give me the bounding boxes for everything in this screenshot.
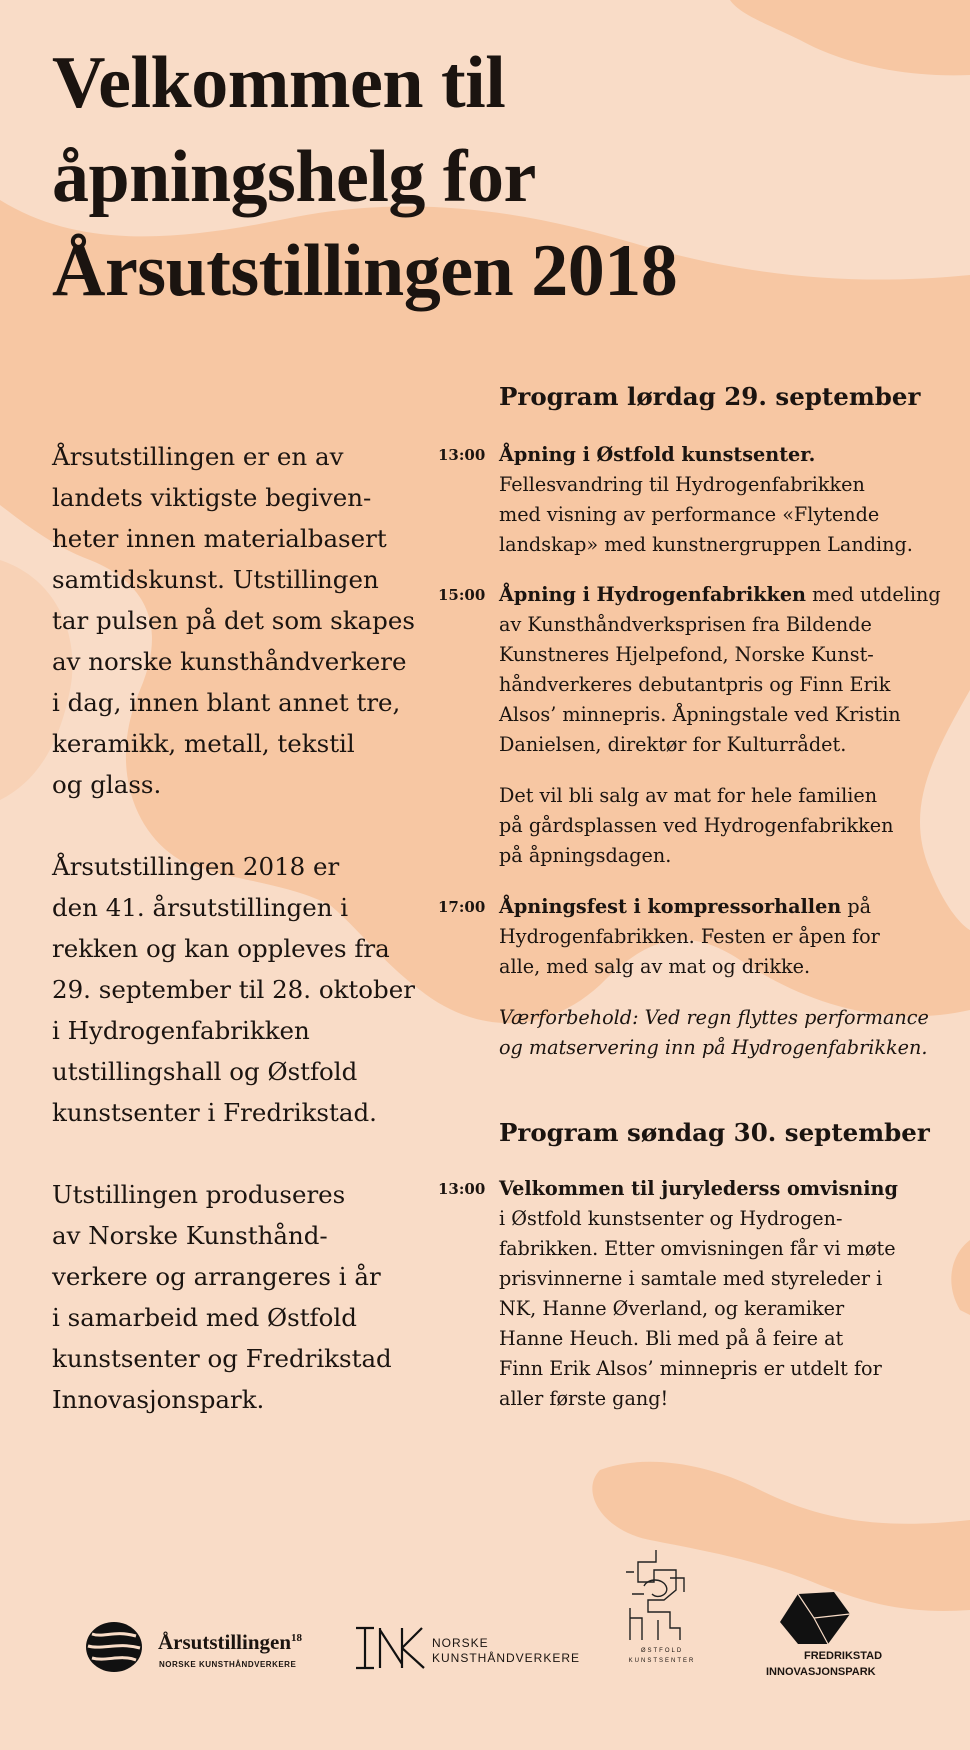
intro-paragraph-3 [52, 1174, 422, 1420]
text-line: og matservering inn på Hydrogenfabrikken. [499, 1036, 928, 1059]
text-line: NK, Hanne Øverland, og keramiker [499, 1297, 845, 1320]
page-title [52, 36, 912, 318]
text-line: Innovasjonspark. [52, 1385, 265, 1414]
event-title [499, 440, 938, 470]
text-line: av Kunsthåndverksprisen fra Bildende [499, 613, 872, 636]
nk-logo-line-1: NORSKE [432, 1636, 489, 1650]
text-line: utstillingshall og Østfold [52, 1057, 358, 1086]
text-line: keramikk, metall, tekstil [52, 729, 355, 758]
text-line: Årsutstillingen er en av [52, 442, 344, 471]
saturday-food-note [438, 781, 938, 871]
text-line: Alsos’ minnepris. Åpningstale ved Kristin [499, 703, 901, 726]
nk-logo-line-2: KUNSTHÅNDVERKERE [432, 1651, 581, 1665]
text-line: på gårdsplassen ved Hydrogenfabrikken [499, 814, 894, 837]
ostfold-logo-line-2: KUNSTSENTER [628, 1658, 696, 1664]
text-line: alle, med salg av mat og drikke. [499, 955, 811, 978]
text-line: Finn Erik Alsos’ minnepris er utdelt for [499, 1357, 882, 1380]
event-time: 13:00 [438, 1180, 486, 1198]
logo-sup: 18 [291, 1632, 303, 1644]
intro-text [52, 436, 422, 1461]
event-title-bold: Åpning i Hydrogenfabrikken [499, 583, 806, 606]
event-title-bold: Åpningsfest i kompressorhallen [499, 895, 842, 918]
text-line: Fellesvandring til Hydrogenfabrikken [499, 473, 865, 496]
saturday-event-3 [438, 892, 938, 982]
event-time: 13:00 [438, 446, 486, 464]
text-line: landets viktigste begiven- [52, 483, 372, 512]
event-body [499, 580, 941, 760]
text-line: Kunstneres Hjelpefond, Norske Kunst- [499, 643, 874, 666]
text-line: samtidskunst. Utstillingen [52, 565, 379, 594]
text-line: Utstillingen produseres [52, 1180, 346, 1209]
weather-note [438, 1003, 938, 1063]
arsutstillingen-logo-sub: NORSKE KUNSTHÅNDVERKERE [159, 1660, 297, 1669]
partner-logos [0, 1540, 970, 1700]
text-line: 29. september til 28. oktober [52, 975, 415, 1004]
event-title-bold: Velkommen til jurylederss omvisning [499, 1177, 898, 1200]
text-line: rekken og kan oppleves fra [52, 934, 390, 963]
nk-logo [352, 1624, 581, 1674]
event-body [499, 892, 938, 982]
intro-paragraph-1 [52, 436, 422, 805]
event-body [499, 1003, 938, 1063]
title-line-2: åpningshelg for [52, 136, 536, 218]
text-line: landskap» med kunstnergruppen Landing. [499, 533, 913, 556]
fredrikstad-mark-icon [764, 1588, 890, 1648]
text-line: Årsutstillingen 2018 er [52, 852, 340, 881]
text-line: i Hydrogenfabrikken [52, 1016, 310, 1045]
text-line: kunstsenter i Fredrikstad. [52, 1098, 377, 1127]
saturday-event-1 [438, 440, 938, 560]
nk-mark-icon [352, 1624, 428, 1670]
arsutstillingen-logo-name [158, 1630, 302, 1655]
event-title-rest: på [841, 895, 872, 918]
event-body [499, 1174, 938, 1414]
event-title [499, 892, 938, 922]
event-body [499, 440, 938, 560]
logo-name: Årsutstillingen [158, 1630, 292, 1654]
arsutstillingen-mark-icon [84, 1620, 144, 1674]
event-title-bold: Åpning i Østfold kunstsenter. [499, 443, 816, 466]
event-title [499, 580, 941, 610]
text-line: i Østfold kunstsenter og Hydrogen- [499, 1207, 843, 1230]
text-line: Værforbehold: Ved regn flyttes performance [499, 1006, 929, 1029]
text-line: kunstsenter og Fredrikstad [52, 1344, 392, 1373]
sunday-event-1 [438, 1174, 938, 1414]
text-line: Danielsen, direktør for Kulturrådet. [499, 733, 847, 756]
text-line: på åpningsdagen. [499, 844, 672, 867]
ostfold-mark-icon [618, 1548, 694, 1656]
intro-paragraph-2 [52, 846, 422, 1133]
text-line: Hanne Heuch. Bli med på å feire at [499, 1327, 844, 1350]
text-line: verkere og arrangeres i år [52, 1262, 381, 1291]
text-line: den 41. årsutstillingen i [52, 893, 349, 922]
title-line-3: Årsutstillingen 2018 [52, 230, 678, 312]
event-time: 17:00 [438, 898, 486, 916]
sunday-heading: Program søndag 30. september [499, 1118, 930, 1147]
text-line: med visning av performance «Flytende [499, 503, 880, 526]
event-title [499, 1174, 938, 1204]
text-line: og glass. [52, 770, 162, 799]
text-line: av norske kunsthåndverkere [52, 647, 407, 676]
text-line: Det vil bli salg av mat for hele familien [499, 784, 878, 807]
text-line: Hydrogenfabrikken. Festen er åpen for [499, 925, 880, 948]
event-time: 15:00 [438, 586, 486, 604]
event-body [499, 781, 938, 871]
ostfold-logo-line-1: ØSTFOLD [640, 1648, 684, 1654]
text-line: prisvinnerne i samtale med styreleder i [499, 1267, 883, 1290]
text-line: fabrikken. Etter omvisningen får vi møte [499, 1237, 896, 1260]
ostfold-kunstsenter-logo [618, 1548, 696, 1664]
title-line-1: Velkommen til [52, 42, 506, 124]
text-line: av Norske Kunsthånd- [52, 1221, 328, 1250]
text-line: tar pulsen på det som skapes [52, 606, 415, 635]
text-line: aller første gang! [499, 1387, 669, 1410]
text-line: heter innen materialbasert [52, 524, 387, 553]
fredrikstad-logo-line-1: FREDRIKSTAD [804, 1650, 883, 1662]
text-line: i samarbeid med Østfold [52, 1303, 357, 1332]
text-line: håndverkeres debutantpris og Finn Erik [499, 673, 891, 696]
text-line: i dag, innen blant annet tre, [52, 688, 401, 717]
fredrikstad-logo-line-2: INNOVASJONSPARK [766, 1666, 876, 1678]
arsutstillingen-logo [84, 1620, 303, 1678]
event-title-rest: med utdeling [805, 583, 941, 606]
saturday-event-2 [438, 580, 941, 760]
fredrikstad-innovasjonspark-logo [764, 1588, 890, 1678]
saturday-heading: Program lørdag 29. september [499, 382, 921, 411]
